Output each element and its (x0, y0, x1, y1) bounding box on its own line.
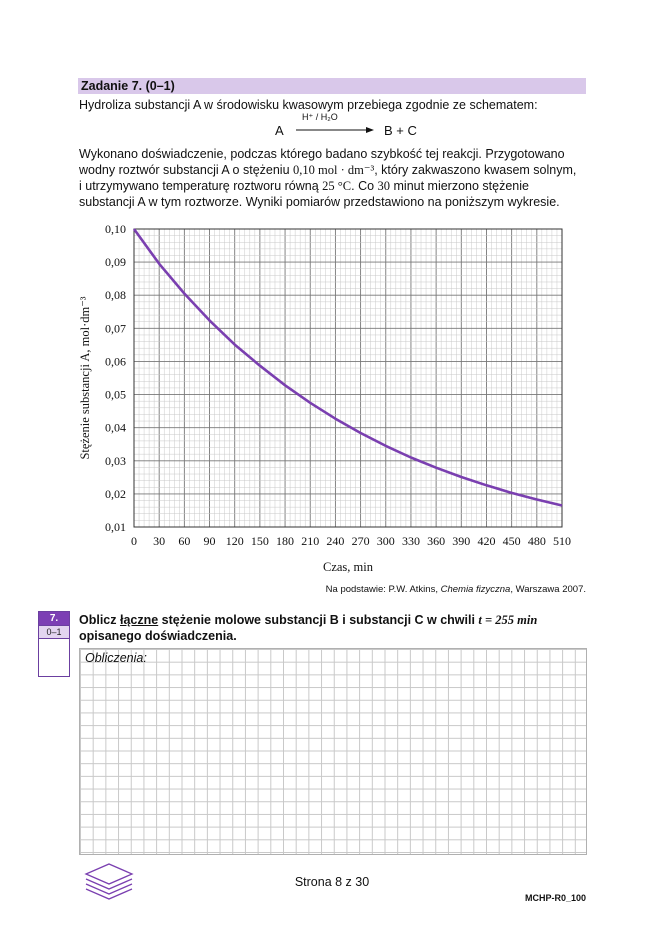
x-tick-label: 300 (376, 534, 395, 548)
x-axis-label: Czas, min (323, 560, 373, 574)
emphasis-underlined: łączne (119, 613, 159, 627)
x-tick-label: 330 (401, 534, 420, 548)
products-label: B + C (384, 123, 417, 138)
y-tick-label: 0,03 (105, 453, 126, 468)
question-number: 7. (39, 612, 69, 625)
calculation-label: Obliczenia: (85, 651, 147, 665)
x-tick-label: 240 (326, 534, 345, 548)
y-tick-label: 0,05 (105, 387, 126, 402)
x-tick-label: 390 (452, 534, 471, 548)
calculation-area[interactable] (79, 648, 587, 855)
x-tick-label: 90 (203, 534, 216, 548)
experiment-line-3: i utrzymywano temperaturę roztworu równą 25 °C. Co 30 minut mierzono stężenie (79, 179, 529, 193)
source-book: Chemia fizyczna (440, 584, 511, 595)
experiment-line-4: substancji A w tym roztworze. Wyniki pomiarów przedstawiono na poniższym wykresie. (79, 195, 560, 209)
task-title: Zadanie 7. (0–1) (81, 79, 175, 93)
temperature-value: 25 °C (322, 179, 352, 193)
interval-value: 30 (377, 179, 391, 193)
concentration-curve (134, 229, 562, 506)
time-value: t = 255 min (478, 613, 538, 627)
initial-concentration: 0,10 mol · dm⁻³ (293, 163, 375, 177)
y-tick-label: 0,08 (105, 288, 126, 303)
question-text: Oblicz łączne stężenie molowe substancji B i substancji C w chwili t = 255 min opisanego doświadczenia. (79, 613, 538, 643)
x-tick-label: 150 (250, 534, 269, 548)
catalyst-label: H⁺ / H₂O (302, 112, 338, 122)
y-tick-label: 0,06 (105, 354, 126, 369)
x-tick-label: 450 (502, 534, 521, 548)
question-score-box (38, 611, 70, 677)
page-number: Strona 8 z 30 (294, 875, 370, 889)
exam-code: MCHP-R0_100 (524, 893, 586, 903)
x-tick-label: 60 (178, 534, 191, 548)
x-tick-label: 30 (153, 534, 166, 548)
score-field[interactable] (39, 638, 69, 676)
question-points: 0–1 (39, 625, 69, 638)
x-tick-label: 0 (131, 534, 137, 548)
y-tick-label: 0,09 (105, 255, 126, 270)
x-tick-label: 270 (351, 534, 370, 548)
x-tick-label: 420 (477, 534, 496, 548)
y-tick-label: 0,01 (105, 520, 126, 534)
x-tick-label: 360 (427, 534, 446, 548)
plot-frame (134, 229, 562, 527)
x-tick-label: 120 (225, 534, 244, 548)
experiment-line-1: Wykonano doświadczenie, podczas którego badano szybkość tej reakcji. Przygotowano (79, 147, 565, 161)
x-tick-label: 480 (527, 534, 546, 548)
source-citation: Na podstawie: P.W. Atkins, Chemia fizyczna, Warszawa 2007. (325, 584, 586, 595)
y-axis-label: Stężenie substancji A, mol·dm⁻³ (78, 296, 92, 460)
experiment-line-2: wodny roztwór substancji A o stężeniu 0,10 mol · dm⁻³, który zakwaszono kwasem solnym, (79, 163, 577, 177)
intro-text: Hydroliza substancji A w środowisku kwasowym przebiega zgodnie ze schematem: (79, 98, 538, 112)
y-tick-label: 0,10 (105, 222, 126, 236)
x-tick-label: 510 (553, 534, 571, 548)
y-tick-label: 0,04 (105, 420, 126, 435)
reactant-label: A (275, 123, 284, 138)
x-tick-label: 180 (276, 534, 295, 548)
x-tick-label: 210 (301, 534, 320, 548)
y-tick-label: 0,02 (105, 486, 126, 501)
y-tick-label: 0,07 (105, 321, 126, 336)
